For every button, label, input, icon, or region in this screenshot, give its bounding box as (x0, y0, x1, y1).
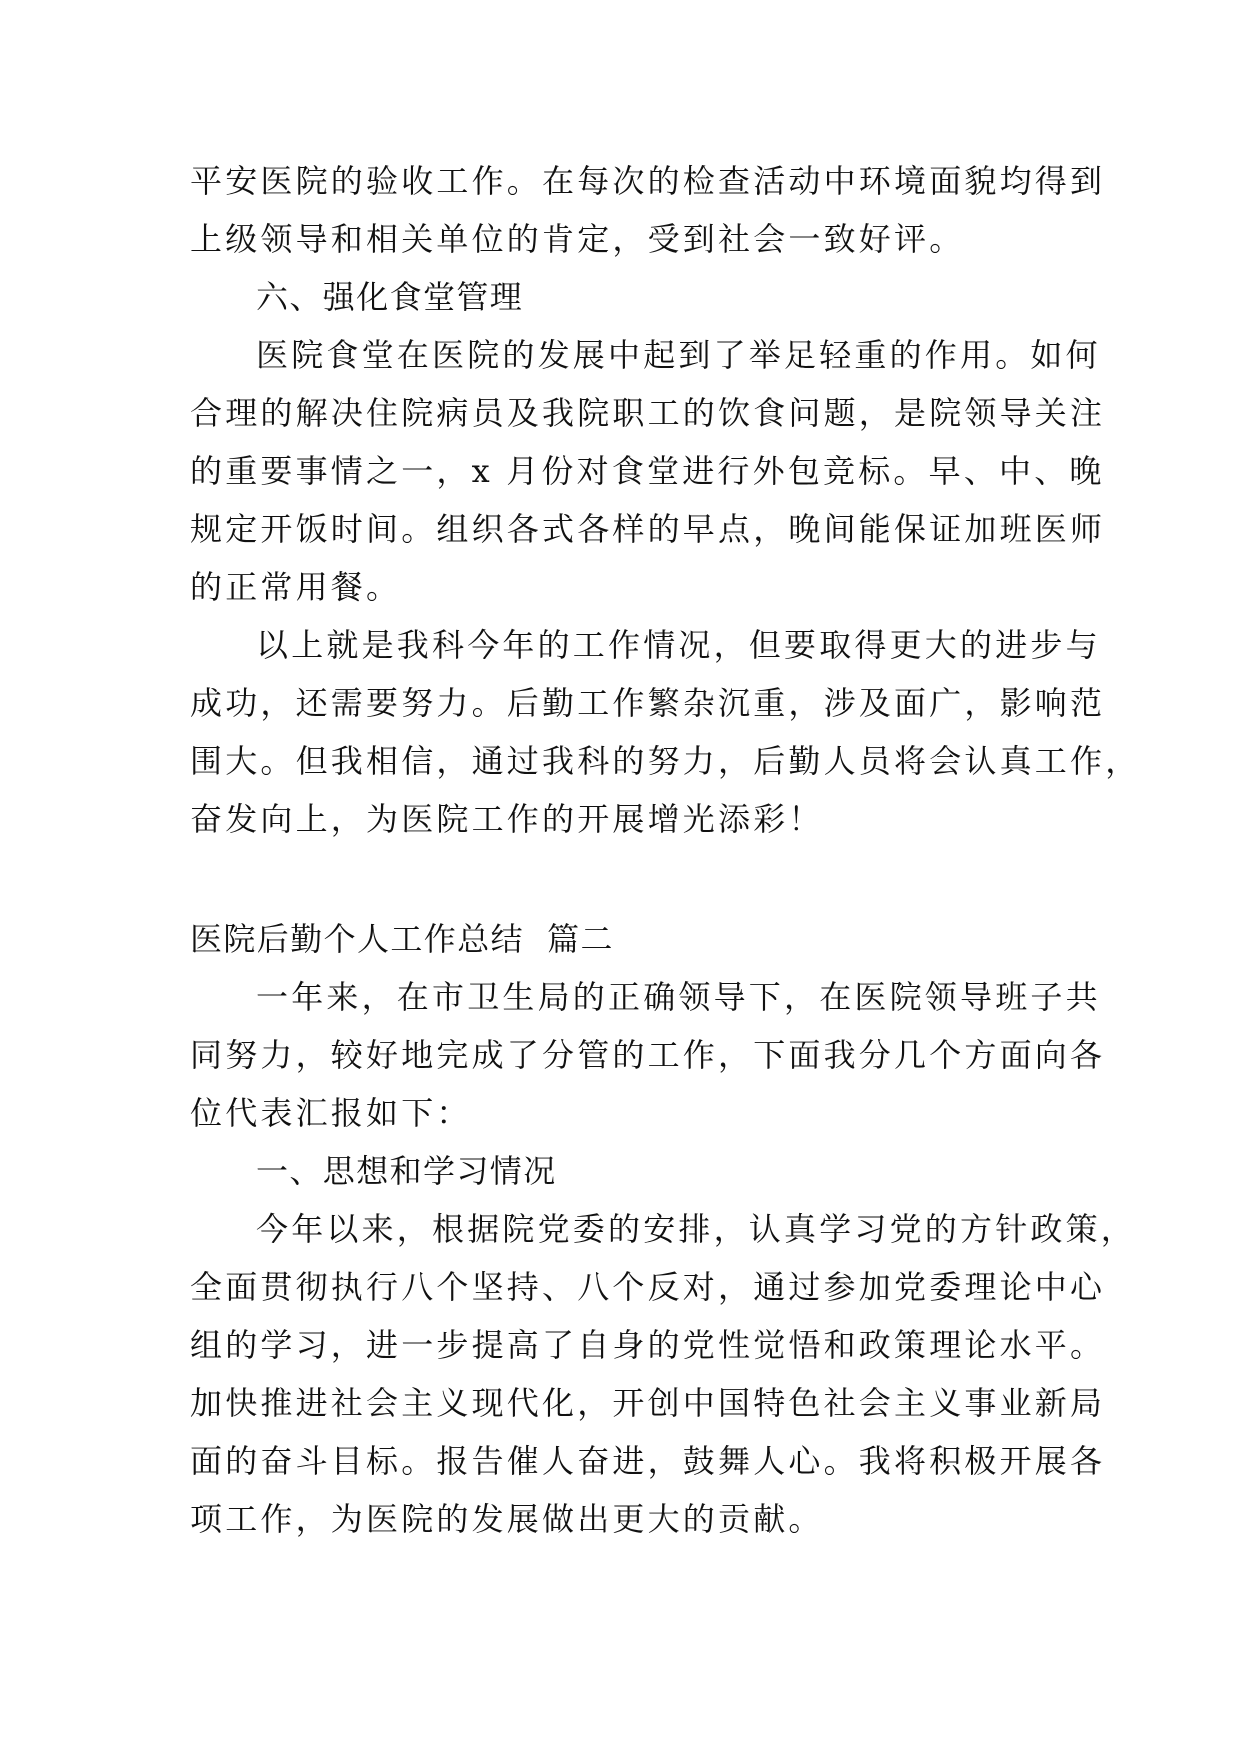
paragraph-line: 一年来，在市卫生局的正确领导下，在医院领导班子共 (256, 978, 1101, 1016)
document-body (190, 152, 1141, 1548)
paragraph-line: 规定开饭时间。组织各式各样的早点，晚间能保证加班医师 (190, 510, 1106, 548)
paragraph-line: 成功，还需要努力。后勤工作繁杂沉重，涉及面广，影响范 (190, 684, 1106, 722)
paragraph-line: 项工作，为医院的发展做出更大的贡献。 (190, 1500, 824, 1538)
paragraph-line: 面的奋斗目标。报告催人奋进，鼓舞人心。我将积极开展各 (190, 1442, 1106, 1480)
paragraph-line: 今年以来，根据院党委的安排，认真学习党的方针政策， (256, 1210, 1137, 1248)
paragraph-line: 围大。但我相信，通过我科的努力，后勤人员将会认真工作， (190, 742, 1141, 780)
paragraph-line: 合理的解决住院病员及我院职工的饮食问题，是院领导关注 (190, 394, 1106, 432)
paragraph-line: 奋发向上，为医院工作的开展增光添彩！ (190, 800, 824, 838)
paragraph-line: 上级领导和相关单位的肯定，受到社会一致好评。 (190, 220, 965, 258)
section-heading-study: 一、思想和学习情况 (256, 1152, 557, 1190)
paragraph-line: 组的学习，进一步提高了自身的党性觉悟和政策理论水平。 (190, 1326, 1106, 1364)
paragraph-line: 全面贯彻执行八个坚持、八个反对，通过参加党委理论中心 (190, 1268, 1106, 1306)
paragraph-line: 平安医院的验收工作。在每次的检查活动中环境面貌均得到 (190, 162, 1106, 200)
section-spacer (190, 848, 1050, 910)
paragraph-line: 的重要事情之一，x 月份对食堂进行外包竞标。早、中、晚 (190, 452, 1105, 490)
paragraph-line: 加快推进社会主义现代化，开创中国特色社会主义事业新局 (190, 1384, 1106, 1422)
paragraph-line: 医院食堂在医院的发展中起到了举足轻重的作用。如何 (256, 336, 1101, 374)
section-heading-canteen: 六、强化食堂管理 (256, 278, 524, 316)
paragraph-line: 同努力，较好地完成了分管的工作，下面我分几个方面向各 (190, 1036, 1106, 1074)
paragraph-line: 以上就是我科今年的工作情况，但要取得更大的进步与 (256, 626, 1101, 664)
paragraph-line: 的正常用餐。 (190, 568, 402, 606)
paragraph-line: 位代表汇报如下： (190, 1094, 472, 1132)
article-title: 医院后勤个人工作总结 篇二 (190, 920, 614, 958)
